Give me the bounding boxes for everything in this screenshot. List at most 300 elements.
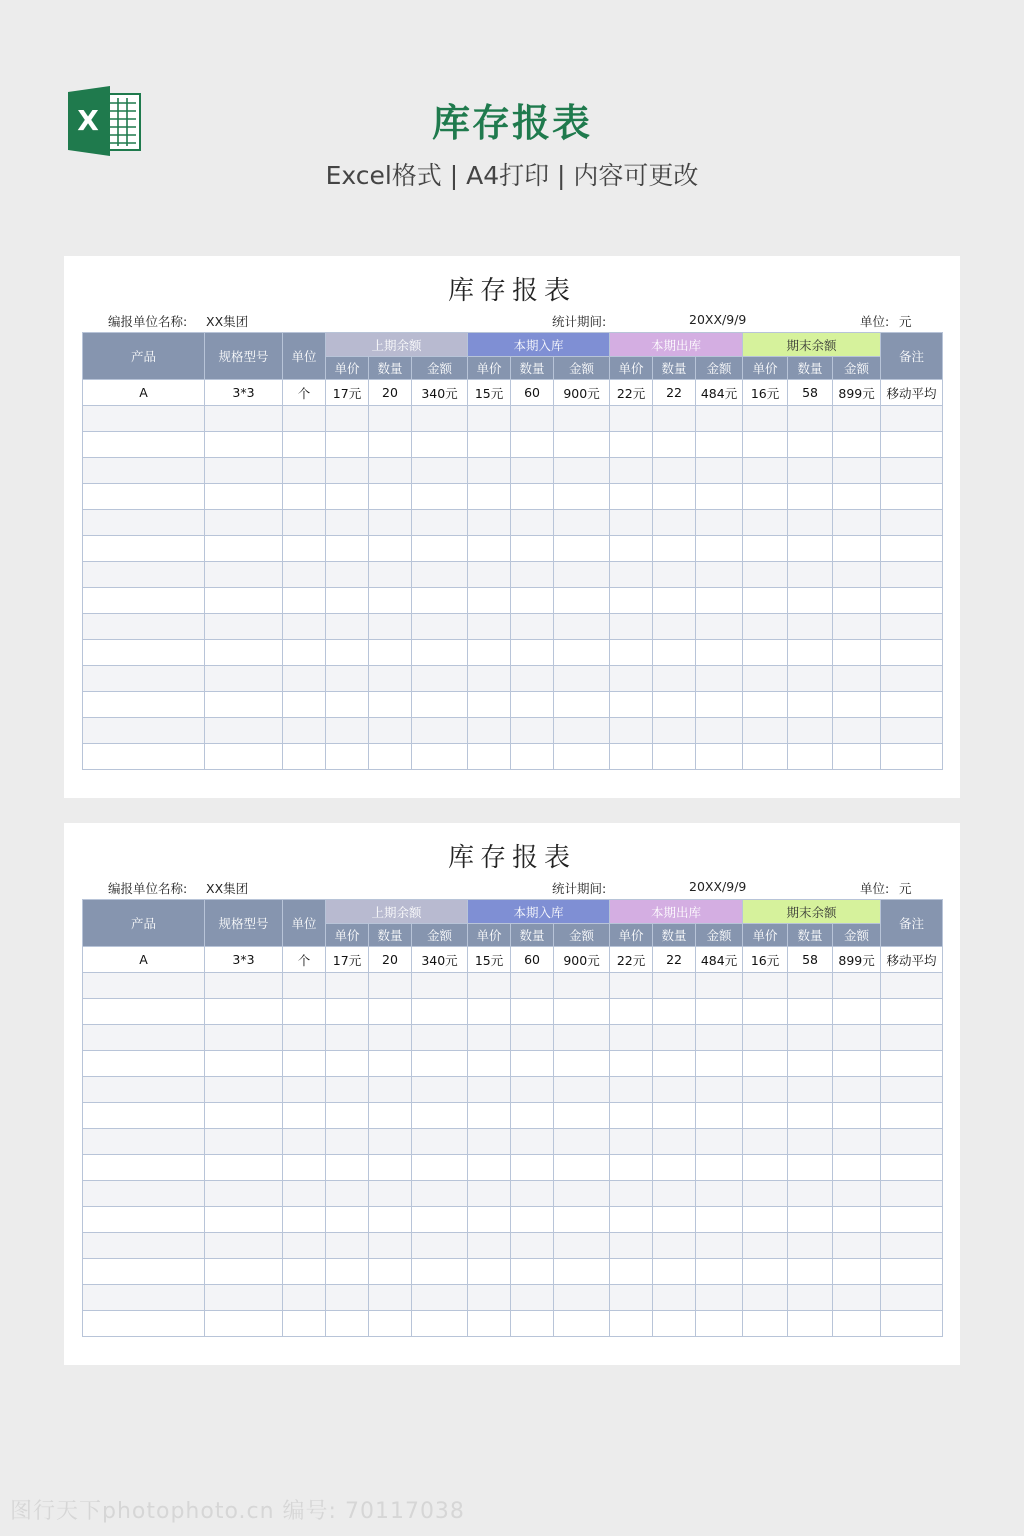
table-cell[interactable] <box>412 484 468 510</box>
table-cell[interactable] <box>326 1207 369 1233</box>
table-cell[interactable] <box>369 1259 412 1285</box>
table-cell[interactable] <box>696 1103 743 1129</box>
table-cell[interactable] <box>511 1155 554 1181</box>
table-cell[interactable] <box>511 744 554 770</box>
table-cell[interactable] <box>554 432 610 458</box>
table-cell[interactable] <box>881 744 943 770</box>
table-cell[interactable] <box>412 1051 468 1077</box>
table-cell[interactable] <box>412 666 468 692</box>
table-cell[interactable] <box>554 1181 610 1207</box>
table-cell[interactable] <box>326 588 369 614</box>
table-cell[interactable] <box>788 510 833 536</box>
table-cell[interactable] <box>833 1025 881 1051</box>
table-cell[interactable] <box>83 744 205 770</box>
table-cell[interactable] <box>743 458 788 484</box>
table-cell[interactable] <box>369 692 412 718</box>
table-cell[interactable] <box>554 718 610 744</box>
table-cell[interactable] <box>205 1311 283 1337</box>
table-cell[interactable] <box>283 1025 326 1051</box>
table-cell[interactable] <box>696 973 743 999</box>
table-cell[interactable] <box>743 666 788 692</box>
table-cell[interactable] <box>468 1103 511 1129</box>
table-cell[interactable] <box>511 614 554 640</box>
table-cell[interactable] <box>205 1051 283 1077</box>
table-cell[interactable] <box>743 484 788 510</box>
table-cell[interactable] <box>833 432 881 458</box>
table-cell[interactable] <box>743 562 788 588</box>
table-cell[interactable] <box>610 562 653 588</box>
table-cell[interactable] <box>881 484 943 510</box>
table-cell[interactable] <box>468 1311 511 1337</box>
table-cell[interactable]: 16元 <box>743 947 788 973</box>
table-cell[interactable] <box>369 1285 412 1311</box>
table-cell[interactable] <box>653 1129 696 1155</box>
table-cell[interactable] <box>412 1207 468 1233</box>
table-cell[interactable] <box>205 1129 283 1155</box>
table-cell[interactable]: 20 <box>369 380 412 406</box>
table-cell[interactable] <box>511 640 554 666</box>
table-cell[interactable] <box>610 458 653 484</box>
table-cell[interactable]: 484元 <box>696 947 743 973</box>
table-cell[interactable] <box>653 1207 696 1233</box>
table-cell[interactable] <box>511 1129 554 1155</box>
table-cell[interactable] <box>881 614 943 640</box>
table-cell[interactable] <box>369 1051 412 1077</box>
table-cell[interactable] <box>511 973 554 999</box>
table-cell[interactable] <box>554 536 610 562</box>
table-cell[interactable] <box>326 1259 369 1285</box>
table-cell[interactable]: 900元 <box>554 947 610 973</box>
table-cell[interactable] <box>881 692 943 718</box>
table-cell[interactable] <box>653 614 696 640</box>
table-cell[interactable] <box>696 484 743 510</box>
table-cell[interactable] <box>412 1233 468 1259</box>
table-cell[interactable] <box>83 1285 205 1311</box>
table-cell[interactable] <box>511 666 554 692</box>
table-cell[interactable] <box>653 1311 696 1337</box>
table-cell[interactable] <box>468 562 511 588</box>
table-cell[interactable] <box>881 1259 943 1285</box>
table-cell[interactable] <box>743 510 788 536</box>
table-cell[interactable] <box>326 973 369 999</box>
table-cell[interactable] <box>205 510 283 536</box>
table-cell[interactable] <box>83 1181 205 1207</box>
table-cell[interactable] <box>696 1259 743 1285</box>
table-cell[interactable] <box>369 484 412 510</box>
table-cell[interactable] <box>369 718 412 744</box>
table-cell[interactable] <box>696 1181 743 1207</box>
table-cell[interactable] <box>83 432 205 458</box>
table-cell[interactable] <box>653 1233 696 1259</box>
table-cell[interactable] <box>468 432 511 458</box>
table-cell[interactable] <box>610 1129 653 1155</box>
table-cell[interactable] <box>369 1025 412 1051</box>
table-cell[interactable] <box>83 692 205 718</box>
table-cell[interactable] <box>653 562 696 588</box>
table-cell[interactable] <box>833 484 881 510</box>
table-cell[interactable] <box>369 640 412 666</box>
table-cell[interactable] <box>412 510 468 536</box>
table-cell[interactable] <box>326 1077 369 1103</box>
table-cell[interactable] <box>326 1181 369 1207</box>
table-cell[interactable] <box>653 640 696 666</box>
table-cell[interactable] <box>205 973 283 999</box>
table-cell[interactable] <box>881 999 943 1025</box>
table-cell[interactable] <box>511 458 554 484</box>
table-cell[interactable] <box>283 1285 326 1311</box>
table-cell[interactable] <box>743 1077 788 1103</box>
table-cell[interactable] <box>881 562 943 588</box>
table-cell[interactable] <box>696 458 743 484</box>
table-cell[interactable] <box>412 1025 468 1051</box>
table-cell[interactable] <box>83 1129 205 1155</box>
table-cell[interactable] <box>468 614 511 640</box>
table-cell[interactable] <box>881 1051 943 1077</box>
table-cell[interactable]: 340元 <box>412 947 468 973</box>
table-cell[interactable] <box>468 744 511 770</box>
table-cell[interactable] <box>696 999 743 1025</box>
table-cell[interactable] <box>610 484 653 510</box>
table-cell[interactable] <box>468 406 511 432</box>
table-cell[interactable] <box>205 536 283 562</box>
table-cell[interactable] <box>696 1233 743 1259</box>
table-cell[interactable] <box>283 718 326 744</box>
table-cell[interactable] <box>696 510 743 536</box>
table-cell[interactable] <box>412 1129 468 1155</box>
table-cell[interactable] <box>833 536 881 562</box>
table-cell[interactable] <box>511 1025 554 1051</box>
table-cell[interactable] <box>369 588 412 614</box>
table-cell[interactable] <box>696 666 743 692</box>
table-cell[interactable] <box>369 614 412 640</box>
table-cell[interactable] <box>511 718 554 744</box>
table-cell[interactable] <box>610 666 653 692</box>
table-cell[interactable] <box>743 999 788 1025</box>
table-cell[interactable] <box>653 432 696 458</box>
table-cell[interactable] <box>468 1233 511 1259</box>
table-cell[interactable] <box>283 1103 326 1129</box>
table-cell[interactable] <box>696 1051 743 1077</box>
table-cell[interactable] <box>833 1285 881 1311</box>
table-cell[interactable] <box>610 1025 653 1051</box>
table-cell[interactable] <box>696 640 743 666</box>
table-cell[interactable] <box>788 536 833 562</box>
table-cell[interactable] <box>468 1285 511 1311</box>
table-cell[interactable] <box>788 432 833 458</box>
table-cell[interactable] <box>412 432 468 458</box>
table-cell[interactable]: 移动平均 <box>881 380 943 406</box>
table-cell[interactable] <box>412 744 468 770</box>
table-cell[interactable] <box>653 1103 696 1129</box>
table-cell[interactable] <box>511 1181 554 1207</box>
table-cell[interactable]: 22 <box>653 380 696 406</box>
table-cell[interactable] <box>696 1129 743 1155</box>
table-cell[interactable] <box>610 1103 653 1129</box>
table-cell[interactable] <box>696 1077 743 1103</box>
table-cell[interactable] <box>412 614 468 640</box>
table-cell[interactable] <box>653 744 696 770</box>
table-cell[interactable] <box>83 973 205 999</box>
table-cell[interactable] <box>788 562 833 588</box>
table-cell[interactable] <box>554 1233 610 1259</box>
table-cell[interactable] <box>468 588 511 614</box>
table-cell[interactable] <box>83 1025 205 1051</box>
table-cell[interactable] <box>833 666 881 692</box>
table-cell[interactable]: 个 <box>283 380 326 406</box>
table-cell[interactable] <box>83 562 205 588</box>
table-cell[interactable] <box>326 432 369 458</box>
table-cell[interactable]: 900元 <box>554 380 610 406</box>
table-cell[interactable]: 移动平均 <box>881 947 943 973</box>
table-cell[interactable] <box>326 1311 369 1337</box>
table-cell[interactable] <box>743 1103 788 1129</box>
table-cell[interactable] <box>696 744 743 770</box>
table-cell[interactable] <box>468 1129 511 1155</box>
table-cell[interactable] <box>881 406 943 432</box>
table-cell[interactable] <box>369 1311 412 1337</box>
table-cell[interactable] <box>412 692 468 718</box>
table-cell[interactable] <box>610 406 653 432</box>
table-cell[interactable] <box>554 1285 610 1311</box>
table-cell[interactable]: 15元 <box>468 947 511 973</box>
table-cell[interactable] <box>554 640 610 666</box>
table-cell[interactable] <box>412 1285 468 1311</box>
table-cell[interactable] <box>696 536 743 562</box>
table-cell[interactable] <box>468 1155 511 1181</box>
table-cell[interactable] <box>881 1129 943 1155</box>
table-cell[interactable] <box>369 1207 412 1233</box>
table-cell[interactable]: 60 <box>511 947 554 973</box>
table-cell[interactable] <box>369 666 412 692</box>
table-cell[interactable] <box>83 1259 205 1285</box>
table-cell[interactable]: 899元 <box>833 947 881 973</box>
table-cell[interactable] <box>326 1051 369 1077</box>
table-cell[interactable] <box>468 1077 511 1103</box>
table-cell[interactable] <box>696 718 743 744</box>
table-cell[interactable] <box>743 406 788 432</box>
table-cell[interactable] <box>369 1103 412 1129</box>
table-cell[interactable] <box>788 588 833 614</box>
table-cell[interactable] <box>511 484 554 510</box>
table-cell[interactable] <box>511 999 554 1025</box>
table-cell[interactable] <box>511 1311 554 1337</box>
table-cell[interactable] <box>653 406 696 432</box>
table-cell[interactable] <box>554 999 610 1025</box>
table-cell[interactable] <box>205 484 283 510</box>
table-cell[interactable] <box>326 458 369 484</box>
table-cell[interactable] <box>610 973 653 999</box>
table-cell[interactable] <box>610 1051 653 1077</box>
table-cell[interactable]: A <box>83 380 205 406</box>
table-cell[interactable] <box>610 510 653 536</box>
table-cell[interactable] <box>554 484 610 510</box>
table-cell[interactable] <box>610 999 653 1025</box>
table-cell[interactable] <box>205 1155 283 1181</box>
table-cell[interactable] <box>205 588 283 614</box>
table-cell[interactable] <box>881 1311 943 1337</box>
table-cell[interactable] <box>881 973 943 999</box>
table-cell[interactable] <box>696 692 743 718</box>
table-cell[interactable] <box>369 536 412 562</box>
table-cell[interactable] <box>833 458 881 484</box>
table-cell[interactable] <box>283 406 326 432</box>
table-cell[interactable] <box>833 1129 881 1155</box>
table-cell[interactable] <box>653 536 696 562</box>
table-cell[interactable] <box>283 1311 326 1337</box>
table-cell[interactable] <box>881 1181 943 1207</box>
table-cell[interactable] <box>412 1181 468 1207</box>
table-cell[interactable] <box>653 1259 696 1285</box>
table-cell[interactable] <box>743 536 788 562</box>
table-cell[interactable] <box>881 1077 943 1103</box>
table-cell[interactable] <box>881 666 943 692</box>
table-cell[interactable] <box>610 1155 653 1181</box>
table-cell[interactable] <box>283 1155 326 1181</box>
table-cell[interactable] <box>511 1207 554 1233</box>
table-cell[interactable] <box>283 1207 326 1233</box>
table-cell[interactable] <box>468 1051 511 1077</box>
table-cell[interactable] <box>326 744 369 770</box>
table-cell[interactable] <box>326 999 369 1025</box>
table-cell[interactable] <box>610 692 653 718</box>
table-cell[interactable] <box>743 614 788 640</box>
table-cell[interactable] <box>468 510 511 536</box>
table-cell[interactable]: 17元 <box>326 380 369 406</box>
table-cell[interactable] <box>610 1077 653 1103</box>
table-cell[interactable] <box>412 973 468 999</box>
table-cell[interactable] <box>511 1285 554 1311</box>
table-cell[interactable] <box>788 640 833 666</box>
table-cell[interactable] <box>653 718 696 744</box>
table-cell[interactable] <box>833 1103 881 1129</box>
table-cell[interactable] <box>205 1207 283 1233</box>
table-cell[interactable] <box>610 1181 653 1207</box>
table-cell[interactable] <box>833 406 881 432</box>
table-cell[interactable] <box>881 458 943 484</box>
table-cell[interactable] <box>696 1311 743 1337</box>
table-cell[interactable] <box>205 1259 283 1285</box>
table-cell[interactable] <box>788 1285 833 1311</box>
table-cell[interactable] <box>412 999 468 1025</box>
table-cell[interactable] <box>283 458 326 484</box>
table-cell[interactable] <box>283 999 326 1025</box>
table-cell[interactable] <box>833 1051 881 1077</box>
table-cell[interactable] <box>554 692 610 718</box>
table-cell[interactable] <box>610 1311 653 1337</box>
table-cell[interactable] <box>610 432 653 458</box>
table-cell[interactable] <box>468 999 511 1025</box>
table-cell[interactable] <box>326 406 369 432</box>
table-cell[interactable] <box>511 588 554 614</box>
table-cell[interactable] <box>205 1181 283 1207</box>
table-cell[interactable] <box>369 1077 412 1103</box>
table-cell[interactable] <box>833 999 881 1025</box>
table-cell[interactable]: 340元 <box>412 380 468 406</box>
table-cell[interactable] <box>833 973 881 999</box>
table-cell[interactable] <box>326 536 369 562</box>
table-cell[interactable] <box>205 666 283 692</box>
table-cell[interactable] <box>881 510 943 536</box>
table-cell[interactable]: 20 <box>369 947 412 973</box>
table-cell[interactable] <box>83 458 205 484</box>
table-cell[interactable] <box>833 1207 881 1233</box>
table-cell[interactable] <box>83 1311 205 1337</box>
table-cell[interactable] <box>788 458 833 484</box>
table-cell[interactable] <box>696 562 743 588</box>
table-cell[interactable] <box>881 432 943 458</box>
table-cell[interactable] <box>743 1051 788 1077</box>
table-cell[interactable] <box>696 588 743 614</box>
table-cell[interactable] <box>468 973 511 999</box>
table-cell[interactable] <box>743 1155 788 1181</box>
table-cell[interactable] <box>554 406 610 432</box>
table-cell[interactable] <box>511 692 554 718</box>
table-cell[interactable] <box>881 640 943 666</box>
table-cell[interactable] <box>554 562 610 588</box>
table-cell[interactable] <box>412 1155 468 1181</box>
table-cell[interactable] <box>743 692 788 718</box>
table-cell[interactable] <box>369 973 412 999</box>
table-cell[interactable] <box>788 692 833 718</box>
table-cell[interactable] <box>554 973 610 999</box>
table-cell[interactable] <box>412 1103 468 1129</box>
table-cell[interactable] <box>788 1233 833 1259</box>
table-cell[interactable]: 484元 <box>696 380 743 406</box>
table-cell[interactable] <box>743 1207 788 1233</box>
table-cell[interactable] <box>326 1285 369 1311</box>
table-cell[interactable] <box>610 1259 653 1285</box>
table-cell[interactable] <box>833 510 881 536</box>
table-cell[interactable] <box>511 536 554 562</box>
table-cell[interactable] <box>283 666 326 692</box>
table-cell[interactable] <box>610 1207 653 1233</box>
table-cell[interactable] <box>205 1103 283 1129</box>
table-cell[interactable] <box>833 1155 881 1181</box>
table-cell[interactable] <box>369 999 412 1025</box>
table-cell[interactable] <box>743 973 788 999</box>
table-cell[interactable] <box>326 640 369 666</box>
table-cell[interactable] <box>554 1103 610 1129</box>
table-cell[interactable] <box>283 484 326 510</box>
table-cell[interactable] <box>881 1155 943 1181</box>
table-cell[interactable] <box>283 588 326 614</box>
table-cell[interactable] <box>283 1077 326 1103</box>
table-cell[interactable] <box>205 432 283 458</box>
table-cell[interactable] <box>881 718 943 744</box>
table-cell[interactable] <box>511 432 554 458</box>
table-cell[interactable] <box>743 744 788 770</box>
table-cell[interactable] <box>696 406 743 432</box>
table-cell[interactable] <box>511 1103 554 1129</box>
table-cell[interactable] <box>83 1051 205 1077</box>
table-cell[interactable] <box>283 536 326 562</box>
table-cell[interactable] <box>412 640 468 666</box>
table-cell[interactable] <box>283 614 326 640</box>
table-cell[interactable] <box>788 999 833 1025</box>
table-cell[interactable] <box>205 1233 283 1259</box>
table-cell[interactable] <box>610 1285 653 1311</box>
table-cell[interactable] <box>743 1285 788 1311</box>
table-cell[interactable] <box>653 588 696 614</box>
table-cell[interactable] <box>369 1233 412 1259</box>
table-cell[interactable] <box>83 614 205 640</box>
table-cell[interactable] <box>554 1077 610 1103</box>
table-cell[interactable] <box>205 1077 283 1103</box>
table-cell[interactable] <box>653 1077 696 1103</box>
table-cell[interactable] <box>511 406 554 432</box>
table-cell[interactable] <box>653 1051 696 1077</box>
table-cell[interactable] <box>653 484 696 510</box>
